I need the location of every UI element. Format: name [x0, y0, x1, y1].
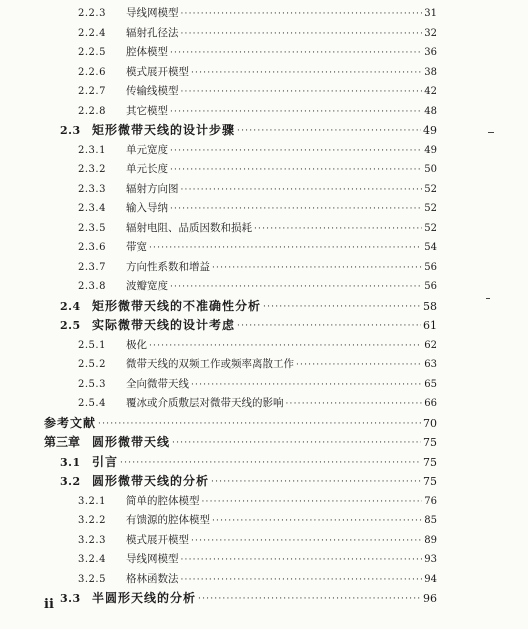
toc-entry [0, 63, 528, 83]
section-title: 极化 [126, 338, 147, 351]
section-number: 2.3.2 [78, 164, 106, 175]
section-number: 2.3.8 [78, 281, 106, 292]
section-number: 2.5.2 [78, 359, 106, 370]
chapter-number: 第三章 [44, 435, 81, 449]
page-number: 94 [424, 573, 437, 585]
section-title: 模式展开模型 [126, 533, 189, 546]
page-number: 52 [424, 222, 437, 234]
dot-leader [286, 395, 423, 415]
toc-entry [0, 277, 528, 297]
toc-entry [0, 24, 528, 44]
toc-entry [0, 121, 528, 141]
toc-entry [0, 180, 528, 200]
dot-leader [237, 317, 421, 337]
toc-entry [0, 258, 528, 278]
page-number: 56 [424, 281, 437, 292]
dot-leader [149, 337, 422, 357]
section-title: 半圆形天线的分析 [92, 591, 197, 605]
margin-mark [488, 132, 494, 133]
toc-entry [0, 531, 528, 551]
section-title: 带宽 [126, 241, 147, 253]
dot-leader [191, 532, 422, 552]
dot-leader [211, 473, 421, 493]
section-title: 矩形微带天线的不准确性分析 [92, 298, 262, 313]
dot-leader [237, 122, 421, 142]
table-of-contents [0, 4, 528, 609]
section-number: 2.2.6 [78, 66, 106, 78]
dot-leader [170, 103, 422, 123]
dot-leader [263, 298, 421, 318]
dot-leader [120, 454, 421, 474]
section-number: 2.2.8 [78, 105, 106, 117]
page-number: 49 [424, 144, 437, 156]
page-number: 52 [424, 203, 437, 214]
section-title: 波瓣宽度 [126, 280, 168, 292]
section-title: 腔体模型 [126, 46, 168, 58]
toc-entry [0, 316, 528, 336]
dot-leader [170, 142, 422, 162]
section-title: 微带天线的双频工作或频率离散工作 [126, 358, 294, 370]
page-number: 31 [424, 8, 437, 19]
section-title: 有馈源的腔体模型 [126, 514, 210, 526]
section-number: 2.3.5 [78, 222, 106, 234]
dot-leader [296, 356, 422, 376]
page-number-footer: ii [44, 597, 54, 612]
section-title: 方向性系数和增益 [126, 260, 210, 273]
dot-leader [191, 376, 422, 396]
dot-leader [181, 181, 423, 201]
page-number: 75 [423, 455, 437, 469]
toc-entry [0, 4, 528, 24]
toc-entry [0, 43, 528, 63]
page-number: 66 [424, 398, 437, 409]
page-number: 56 [424, 261, 437, 273]
toc-entry [0, 570, 528, 590]
page-number: 54 [424, 242, 437, 253]
toc-entry [0, 550, 528, 570]
page-number: 62 [424, 339, 437, 351]
page-number: 70 [423, 416, 437, 430]
toc-entry [0, 355, 528, 375]
dot-leader [170, 44, 422, 64]
dot-leader [181, 5, 423, 25]
toc-entry [0, 82, 528, 102]
section-title: 输入导纳 [126, 202, 168, 214]
page-number: 32 [424, 27, 437, 39]
dot-leader [212, 259, 422, 279]
dot-leader [198, 590, 421, 610]
page-number: 75 [423, 475, 437, 488]
section-title: 格林函数法 [126, 572, 179, 585]
toc-entry [0, 141, 528, 161]
dot-leader [254, 220, 422, 240]
section-title: 全向微带天线 [126, 377, 189, 390]
page-number: 75 [423, 436, 437, 449]
section-number: 2.2.5 [78, 47, 106, 58]
toc-entry [0, 297, 528, 317]
toc-entry [0, 102, 528, 122]
section-number: 3.3 [60, 592, 81, 605]
section-title: 单元宽度 [126, 143, 168, 156]
page-number: 52 [424, 183, 437, 195]
toc-entry [0, 511, 528, 531]
section-title: 矩形微带天线的设计步骤 [92, 123, 236, 137]
section-number: 2.4 [60, 299, 81, 313]
margin-mark [486, 298, 490, 299]
dot-leader [170, 161, 422, 181]
section-title: 导线网模型 [126, 7, 179, 19]
section-title: 辐射孔径法 [126, 26, 179, 39]
section-number: 2.3.4 [78, 203, 106, 214]
section-title: 引言 [92, 454, 119, 469]
section-number: 2.5.4 [78, 398, 106, 409]
page-number: 36 [424, 47, 437, 58]
section-number: 2.3.6 [78, 242, 106, 253]
page-number: 48 [424, 105, 437, 117]
dot-leader [170, 278, 422, 298]
dot-leader [98, 415, 421, 435]
dot-leader [181, 83, 423, 103]
page-number: 89 [424, 534, 437, 546]
toc-entry [0, 414, 528, 434]
section-number: 3.1 [60, 455, 81, 469]
toc-entry [0, 375, 528, 395]
section-number: 2.2.7 [78, 86, 106, 97]
section-number: 3.2.3 [78, 534, 106, 546]
toc-entry [0, 492, 528, 512]
section-number: 3.2.1 [78, 495, 106, 507]
section-number: 2.5 [60, 319, 81, 332]
dot-leader [172, 434, 421, 454]
section-title: 辐射方向图 [126, 182, 179, 195]
page-number: 96 [423, 592, 437, 605]
page-number: 38 [424, 66, 437, 78]
page-number: 42 [424, 86, 437, 97]
page-number: 85 [424, 515, 437, 526]
dot-leader [181, 551, 423, 571]
section-number: 3.2 [60, 475, 81, 488]
page-number: 63 [424, 359, 437, 370]
section-title: 实际微带天线的设计考虑 [92, 318, 236, 332]
dot-leader [191, 64, 422, 84]
section-number: 2.3.7 [78, 261, 106, 273]
page-number: 93 [424, 554, 437, 565]
toc-entry [0, 433, 528, 453]
section-title: 辐射电阻、品质因数和损耗 [126, 221, 252, 234]
section-title: 简单的腔体模型 [126, 494, 200, 507]
section-number: 2.3 [60, 124, 81, 137]
page-number: 49 [423, 124, 437, 137]
section-number: 3.2.2 [78, 515, 106, 526]
section-number: 2.5.3 [78, 378, 106, 390]
page-number: 76 [424, 495, 437, 507]
section-title: 圆形微带天线的分析 [92, 474, 210, 488]
section-number: 3.2.4 [78, 554, 106, 565]
toc-entry [0, 336, 528, 356]
section-title: 覆冰或介质敷层对微带天线的影响 [126, 397, 284, 409]
dot-leader [181, 571, 423, 591]
section-title: 圆形微带天线 [92, 435, 171, 449]
toc-entry [0, 394, 528, 414]
page-number: 50 [424, 164, 437, 175]
section-title: 单元长度 [126, 163, 168, 175]
dot-leader [212, 512, 422, 532]
section-title: 其它模型 [126, 104, 168, 117]
toc-entry [0, 238, 528, 258]
section-number: 2.3.3 [78, 183, 106, 195]
section-title: 参考文献 [44, 415, 97, 430]
toc-entry [0, 199, 528, 219]
section-number: 2.2.3 [78, 8, 106, 19]
section-title: 传输线模型 [126, 85, 179, 97]
toc-entry [0, 472, 528, 492]
toc-entry [0, 160, 528, 180]
section-number: 2.5.1 [78, 339, 106, 351]
page-number: 65 [424, 378, 437, 390]
toc-entry [0, 589, 528, 609]
dot-leader [170, 200, 422, 220]
section-title: 模式展开模型 [126, 65, 189, 78]
section-number: 2.2.4 [78, 27, 106, 39]
section-number: 2.3.1 [78, 144, 106, 156]
section-number: 3.2.5 [78, 573, 106, 585]
page-number: 61 [423, 319, 437, 332]
toc-entry [0, 453, 528, 473]
dot-leader [202, 493, 423, 513]
section-title: 导线网模型 [126, 553, 179, 565]
dot-leader [149, 239, 422, 259]
toc-entry [0, 219, 528, 239]
page-number: 58 [423, 299, 437, 313]
dot-leader [181, 25, 423, 45]
